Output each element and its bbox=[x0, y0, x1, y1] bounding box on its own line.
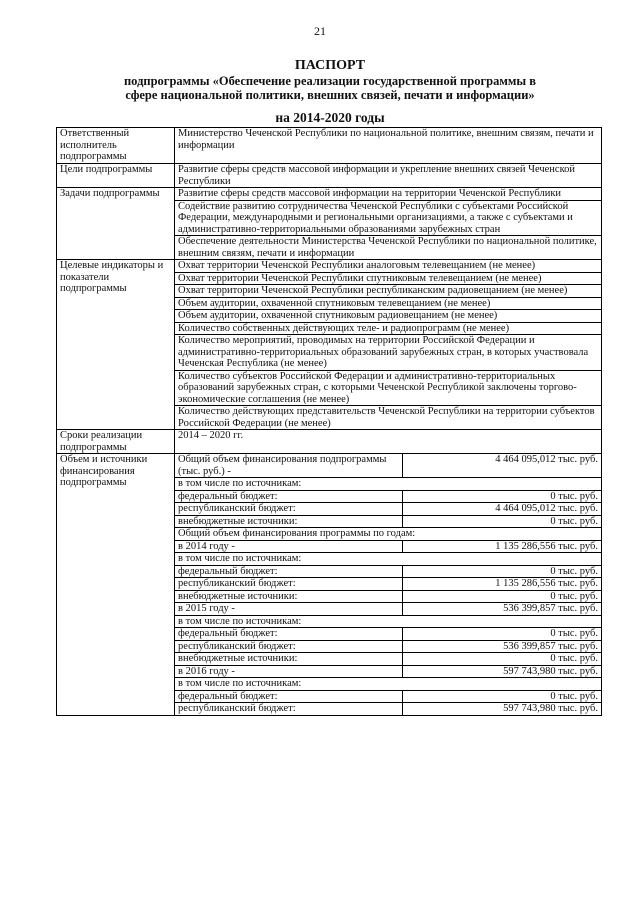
financing-line-label: республиканский бюджет: bbox=[175, 578, 403, 591]
page-number: 21 bbox=[314, 24, 326, 38]
financing-line-label: федеральный бюджет: bbox=[175, 628, 403, 641]
financing-line bbox=[175, 490, 601, 503]
financing-line-label: федеральный бюджет: bbox=[175, 490, 403, 503]
financing-line bbox=[175, 665, 601, 678]
financing-cell bbox=[175, 454, 602, 716]
financing-line-label: Общий объем финансирования программы по годам: bbox=[175, 528, 601, 541]
task-item: Обеспечение деятельности Министерства Чеченской Республики по национальной политике, внешним связям, печати и информации bbox=[175, 236, 602, 260]
financing-line-value: 536 399,857 тыс. руб. bbox=[403, 640, 602, 653]
financing-line-label: республиканский бюджет: bbox=[175, 503, 403, 516]
indicator-item: Количество собственных действующих теле- и радиопрограмм (не менее) bbox=[175, 322, 602, 335]
financing-line-value: 0 тыс. руб. bbox=[403, 565, 602, 578]
financing-line-value: 1 135 286,556 тыс. руб. bbox=[403, 578, 602, 591]
years-line: на 2014-2020 годы bbox=[275, 110, 385, 125]
row-label: Задачи подпрограммы bbox=[57, 188, 175, 260]
financing-line bbox=[175, 590, 601, 603]
row-value: Развитие сферы средств массовой информации и укрепление внешних связей Чеченской Республики bbox=[175, 164, 602, 188]
financing-line-label: в том числе по источникам: bbox=[175, 478, 601, 491]
indicator-item: Количество действующих представительств Чеченской Республики на территории субъектов Российской Федерации (не менее) bbox=[175, 406, 602, 430]
financing-line bbox=[175, 454, 601, 478]
financing-line bbox=[175, 653, 601, 666]
financing-line-value: 597 743,980 тыс. руб. bbox=[403, 703, 602, 715]
financing-line-value: 597 743,980 тыс. руб. bbox=[403, 665, 602, 678]
financing-line bbox=[175, 553, 601, 566]
financing-table bbox=[175, 454, 601, 715]
row-label: Объем и источники финансирования подпрограммы bbox=[57, 454, 175, 716]
indicator-item: Количество мероприятий, проводимых на территории Российской Федерации и административно-территориальных образований зарубежных стран, в которых участвовала Чеченская Республика (не менее) bbox=[175, 335, 602, 371]
financing-line-label: в 2015 году - bbox=[175, 603, 403, 616]
financing-line bbox=[175, 503, 601, 516]
financing-line-label: республиканский бюджет: bbox=[178, 703, 296, 714]
row-tasks bbox=[57, 188, 602, 201]
financing-line-value: 0 тыс. руб. bbox=[403, 653, 602, 666]
financing-line-label: в 2014 году - bbox=[175, 540, 403, 553]
financing-line-label: Общий объем финансирования подпрограммы (тыс. руб.) - bbox=[175, 454, 403, 478]
task-item: Развитие сферы средств массовой информации на территории Чеченской Республики bbox=[175, 188, 602, 201]
indicator-item: Охват территории Чеченской Республики аналоговым телевещанием (не менее) bbox=[175, 260, 602, 273]
passport-table bbox=[56, 127, 602, 716]
row-executor bbox=[57, 128, 602, 164]
indicator-item: Количество субъектов Российской Федерации и административно-территориальных образований зарубежных стран, с которыми Чеченской Республикой заключены торгово-экономические соглашения (не менее) bbox=[175, 370, 602, 406]
indicator-item: Объем аудитории, охваченной спутниковым телевещанием (не менее) bbox=[175, 297, 602, 310]
financing-line bbox=[175, 690, 601, 703]
row-label: Целевые индикаторы и показатели подпрограммы bbox=[57, 260, 175, 430]
financing-line bbox=[175, 478, 601, 491]
financing-line-value: 1 135 286,556 тыс. руб. bbox=[403, 540, 602, 553]
financing-line-label: в том числе по источникам: bbox=[175, 678, 601, 691]
financing-line-value: 0 тыс. руб. bbox=[403, 628, 602, 641]
document-title: ПАСПОРТ bbox=[294, 58, 366, 73]
row-value: Министерство Чеченской Республики по национальной политике, внешним связям, печати и информации bbox=[175, 128, 602, 164]
financing-line-value: 0 тыс. руб. bbox=[403, 490, 602, 503]
financing-line bbox=[175, 640, 601, 653]
row-financing bbox=[57, 454, 602, 716]
financing-line-label: федеральный бюджет: bbox=[175, 690, 403, 703]
financing-line-value: 4 464 095,012 тыс. руб. bbox=[403, 503, 602, 516]
financing-line-value: 0 тыс. руб. bbox=[403, 690, 602, 703]
financing-line bbox=[175, 578, 601, 591]
subtitle-line-1: подпрограммы «Обеспечение реализации государственной программы в bbox=[123, 74, 536, 88]
row-value: 2014 – 2020 гг. bbox=[175, 430, 602, 454]
financing-line-value: 536 399,857 тыс. руб. bbox=[403, 603, 602, 616]
financing-line bbox=[175, 540, 601, 553]
financing-line-label: в том числе по источникам: bbox=[175, 553, 601, 566]
row-term bbox=[57, 430, 602, 454]
financing-line bbox=[175, 628, 601, 641]
financing-line bbox=[175, 603, 601, 616]
financing-line-label: внебюджетные источники: bbox=[175, 590, 403, 603]
financing-line-label: в том числе по источникам: bbox=[175, 615, 601, 628]
row-indicators bbox=[57, 260, 602, 273]
task-item: Содействие развитию сотрудничества Чеченской Республики с субъектами Российской Федерации, международными и региональными организациями, а также с субъектами и административно-территориальными образованиями зарубежных стран bbox=[175, 200, 602, 236]
financing-line bbox=[175, 615, 601, 628]
financing-line-label: внебюджетные источники: bbox=[175, 515, 403, 528]
financing-line-label: федеральный бюджет: bbox=[175, 565, 403, 578]
financing-line bbox=[175, 703, 601, 715]
row-label: Ответственный исполнитель подпрограммы bbox=[57, 128, 175, 164]
indicator-item: Объем аудитории, охваченной спутниковым радиовещанием (не менее) bbox=[175, 310, 602, 323]
indicator-item: Охват территории Чеченской Республики республиканским радиовещанием (не менее) bbox=[175, 285, 602, 298]
financing-line bbox=[175, 528, 601, 541]
financing-line-label: в 2016 году - bbox=[175, 665, 403, 678]
indicator-item: Охват территории Чеченской Республики спутниковым телевещанием (не менее) bbox=[175, 272, 602, 285]
row-goals bbox=[57, 164, 602, 188]
document-heading bbox=[60, 58, 600, 126]
financing-line bbox=[175, 565, 601, 578]
row-label: Сроки реализации подпрограммы bbox=[57, 430, 175, 454]
row-label: Цели подпрограммы bbox=[57, 164, 175, 188]
financing-line-value: 0 тыс. руб. bbox=[403, 590, 602, 603]
financing-line-value: 0 тыс. руб. bbox=[403, 515, 602, 528]
financing-line-value: 4 464 095,012 тыс. руб. bbox=[403, 454, 602, 478]
subtitle-line-2: сфере национальной политики, внешних связей, печати и информации» bbox=[125, 88, 535, 102]
financing-line-label: внебюджетные источники: bbox=[175, 653, 403, 666]
financing-line-label: республиканский бюджет: bbox=[175, 640, 403, 653]
financing-line bbox=[175, 678, 601, 691]
financing-line bbox=[175, 515, 601, 528]
